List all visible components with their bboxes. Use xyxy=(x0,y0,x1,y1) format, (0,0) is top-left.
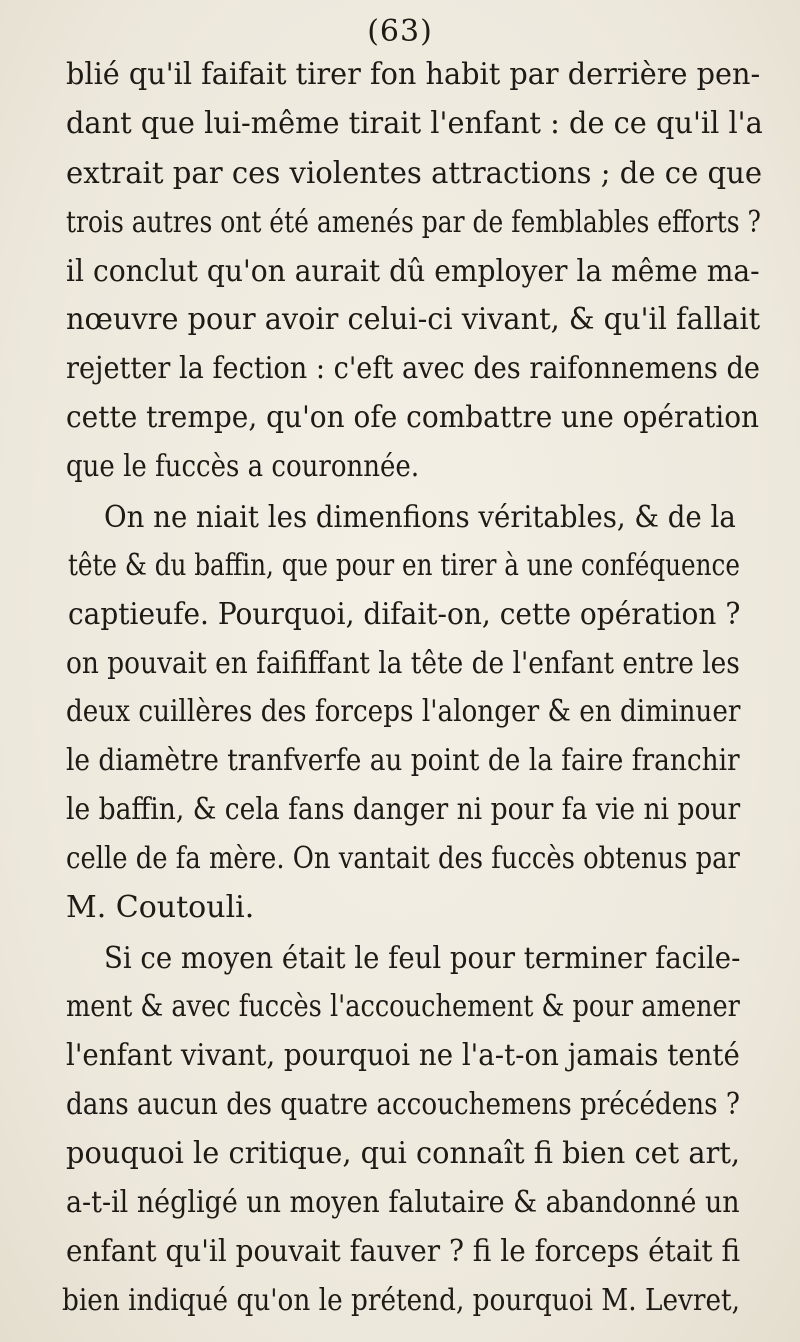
text-line: extrait par ces violentes attractions ; de ce que xyxy=(66,156,763,191)
text-line: enfant qu'il pouvait fauver ? fi le forceps était fi xyxy=(66,1234,741,1269)
text-line: dans aucun des quatre accouchemens précédens ? xyxy=(66,1087,740,1122)
page-number: (63) xyxy=(367,14,433,49)
text-line: dant que lui-même tirait l'enfant : de ce qu'il l'a xyxy=(66,106,763,141)
text-line: blié qu'il faifait tirer fon habit par derrière pen- xyxy=(66,57,761,92)
text-line: rejetter la fection : c'eft avec des raifonnemens de xyxy=(66,351,760,386)
text-line: a-t-il négligé un moyen falutaire & abandonné un xyxy=(66,1185,740,1220)
text-line: ment & avec fuccès l'accouchement & pour amener xyxy=(66,989,740,1024)
text-line: On ne niait les dimenfions véritables, & de la xyxy=(104,500,736,535)
text-line: bien indiqué qu'on le prétend, pourquoi M. Levret, xyxy=(62,1283,740,1318)
text-line: il conclut qu'on aurait dû employer la même ma- xyxy=(66,254,760,289)
text-line: on pouvait en faififfant la tête de l'enfant entre les xyxy=(66,646,740,681)
text-line: captieufe. Pourquoi, difait-on, cette opération ? xyxy=(68,597,741,632)
text-line: celle de fa mère. On vantait des fuccès obtenus par xyxy=(66,841,740,876)
text-line: pouquoi le critique, qui connaît fi bien cet art, xyxy=(66,1136,741,1171)
text-line: l'enfant vivant, pourquoi ne l'a-t-on jamais tenté xyxy=(66,1038,740,1073)
text-line: le diamètre tranfverfe au point de la faire franchir xyxy=(66,743,740,778)
text-line: trois autres ont été amenés par de femblables efforts ? xyxy=(66,205,761,240)
text-line: que le fuccès a couronnée. xyxy=(66,449,420,484)
text-line: nœuvre pour avoir celui-ci vivant, & qu'il fallait xyxy=(66,302,761,337)
text-line: M. Coutouli. xyxy=(66,890,255,925)
text-line: tête & du baffin, que pour en tirer à une conféquence xyxy=(68,548,740,583)
text-line: le baffin, & cela fans danger ni pour fa vie ni pour xyxy=(66,792,741,827)
text-line: cette trempe, qu'on ofe combattre une opération xyxy=(66,400,760,435)
text-line: deux cuillères des forceps l'alonger & en diminuer xyxy=(66,694,741,729)
text-line: Si ce moyen était le feul pour terminer facile- xyxy=(104,941,741,976)
